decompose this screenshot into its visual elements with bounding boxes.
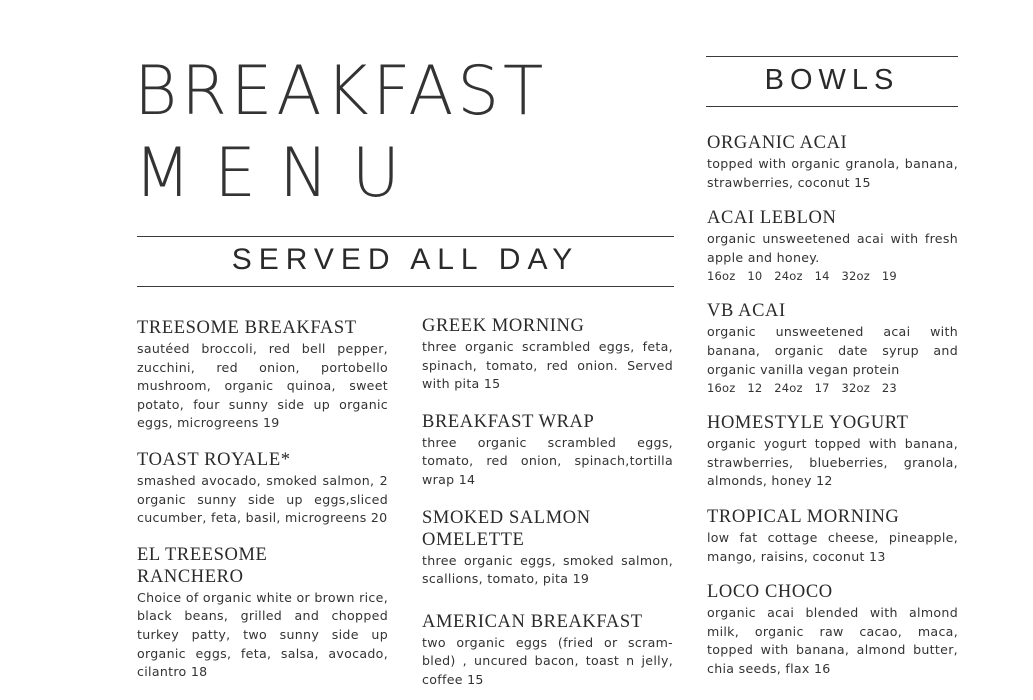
served-top-divider [137,236,674,237]
item-sizes: 16oz 10 24oz 14 32oz 19 [707,269,897,284]
bowls-bottom-divider [706,106,958,107]
menu-title-line-1: BREAKFAST [134,52,548,131]
item-name: LOCO CHOCO [707,582,833,603]
item-name: HOMESTYLE YOGURT [707,413,909,434]
item-name: ACAI LEBLON [707,208,837,229]
item-description: organic unsweetened acai with fresh apple and honey. [707,231,958,265]
menu-item [707,300,958,397]
item-name: TOAST ROYALE* [137,449,291,470]
menu-item [422,507,673,589]
item-name: SMOKED SALMON OMELETTE [422,507,591,550]
item-name: AMERICAN BREAKFAST [422,611,643,632]
item-description: low fat cottage cheese, pineapple, mango, raisins, coconut 13 [707,529,958,564]
menu-column-1 [137,317,388,682]
menu-item [707,581,958,678]
item-name: BREAKFAST WRAP [422,411,595,432]
menu-item [707,207,958,285]
item-description: two organic eggs (fried or scram-bled) , uncured bacon, toast n jelly, coffee 15 [422,634,673,687]
served-bottom-divider [137,286,674,287]
item-name: EL TREESOME RANCHERO [137,544,268,587]
item-description: three organic eggs, smoked salmon, scallions, tomato, pita 19 [422,552,673,587]
item-description: sautéed broccoli, red bell pepper, zucchini, red onion, portobello mushroom, organic quinoa, sweet potato, four sunny side up organic eggs, microgreens 19 [137,341,388,431]
menu-title-line-2: MENU [134,134,424,213]
item-name: ORGANIC ACAI [707,133,848,153]
item-description: Choice of organic white or brown rice, black beans, grilled and chopped turkey patty, two sunny side up organic eggs, feta, salsa, avocado, cilantro 18 [137,589,388,680]
served-all-day-heading: SERVED ALL DAY [231,243,580,276]
item-description: topped with organic granola, banana, strawberries, coconut 15 [707,156,958,190]
menu-item [707,506,958,566]
item-description: organic yogurt topped with banana, strawberries, blueberries, granola, almonds, honey 12 [707,436,958,489]
menu-item [137,317,388,433]
item-name: VB ACAI [707,301,786,322]
menu-item [422,611,673,690]
menu-column-2 [422,315,673,690]
bowls-column [707,132,958,679]
item-description: three organic scrambled eggs, feta, spinach, tomato, red onion. Served with pita 15 [422,339,673,392]
item-description: organic acai blended with almond milk, organic raw cacao, maca, topped with banana, almond butter, chia seeds, flax 16 [707,605,958,676]
menu-item [137,544,388,682]
menu-item [137,449,388,528]
bowls-heading: BOWLS [764,64,900,96]
bowls-top-divider [706,56,958,57]
item-description: three organic scrambled eggs, tomato, red onion, spinach,tortilla wrap 14 [422,434,673,487]
menu-item [422,315,673,394]
item-name: TREESOME BREAKFAST [137,318,357,338]
item-description: organic unsweetened acai with banana, organic date syrup and organic vanilla vegan protein [707,324,958,377]
menu-item [707,412,958,491]
item-name: TROPICAL MORNING [707,506,900,527]
item-description: smashed avocado, smoked salmon, 2 organic sunny side up eggs,sliced cucumber, feta, basil, microgreens 20 [137,472,388,526]
menu-item [707,132,958,192]
menu-item [422,411,673,490]
item-sizes: 16oz 12 24oz 17 32oz 23 [707,381,897,396]
item-name: GREEK MORNING [422,316,585,336]
